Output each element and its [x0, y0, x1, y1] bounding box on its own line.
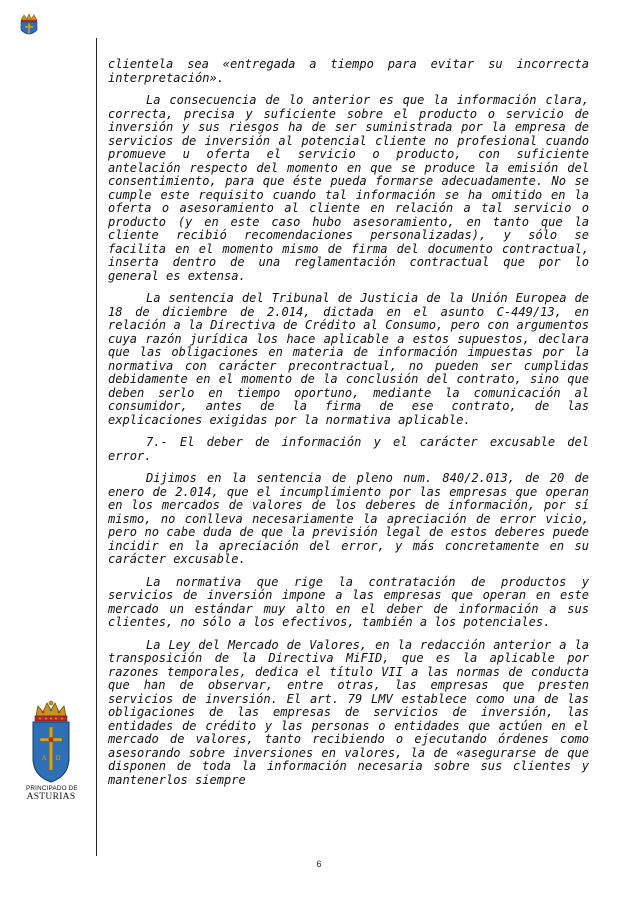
asturias-shield-icon: [28, 700, 74, 784]
paragraph: clientela sea «entregada a tiempo para evitar su incorrecta interpretación».: [108, 57, 589, 85]
section-heading: 7.- El deber de información y el carácter excusable del error.: [108, 435, 589, 463]
paragraph: La sentencia del Tribunal de Justicia de la Unión Europea de 18 de diciembre de 2.014, dictada en el asunto C-449/13, en relación a la Directiva de Crédito al Consumo, pero con argumentos cuya razón jurídica los hace aplicable a estos supuestos, declara que las obligaciones en materia de información impuestas por la normativa con carácter precontractual, no pueden ser cumplidas debidamente en el momento de la conclusión del contrato, sino que deben serlo en tiempo oportuno, mediante la comunicación al consumidor, antes de la firma de ese contrato, de las explicaciones exigidas por la normativa aplicable.: [108, 291, 589, 427]
crest-icon: [18, 12, 40, 38]
paragraph: La normativa que rige la contratación de productos y servicios de inversión impone a las empresas que operan en este mercado un estándar muy alto en el deber de información a sus clientes, no sólo a los efectivos, también a los potenciales.: [108, 574, 589, 629]
svg-text:Ω: Ω: [55, 755, 61, 762]
margin-rule: [96, 38, 97, 856]
logo-text-line2: ASTURIAS: [26, 792, 76, 802]
paragraph: La consecuencia de lo anterior es que la información clara, correcta, precisa y suficiente sobre el producto o servicio de inversión y sus riesgos ha de ser suministrada por la empresa de servicios de inversión al potencial cliente no profesional cuando promueve u oferta el servicio o producto, con suficiente antelación respecto del momento en que se produce la emisión del consentimiento, para que éste pueda formarse adecuadamente. No se cumple este requisito cuando tal información se ha omitido en la oferta o asesoramiento al cliente en relación a tal servicio o producto (y en este caso hubo asesoramiento, en tanto que la cliente recibió recomendaciones personalizadas), y sólo se facilita en el momento mismo de firma del documento contractual, inserta dentro de una reglamentación contractual que por lo general es extensa.: [108, 93, 589, 283]
document-body: [108, 58, 589, 796]
paragraph: La Ley del Mercado de Valores, en la redacción anterior a la transposición de la Directiva MiFID, que es la aplicable por razones temporales, dedica el título VII a las normas de conducta que han de observar, entre otras, las empresas que presten servicios de inversión. El art. 79 LMV establece como una de las obligaciones de las empresas de servicios de inversión, las entidades de crédito y las personas o entidades que actúen en el mercado de valores, tanto recibiendo o ejecutando órdenes como asesorando sobre inversiones en valores, la de «asegurarse de que disponen de toda la información necesaria sobre sus clientes y mantenerlos siempre: [108, 637, 589, 787]
svg-text:A: A: [42, 755, 47, 762]
principado-logo: [26, 700, 76, 810]
paragraph: Dijimos en la sentencia de pleno num. 840/2.013, de 20 de enero de 2.014, que el incumplimiento por las empresas que operan en los mercados de valores de los deberes de información, por sí mismo, no conlleva necesariamente la apreciación de error vicio, pero no cabe duda de que la previsión legal de estos deberes puede incidir en la apreciación del error, y más concretamente en su carácter excusable.: [108, 471, 589, 566]
logo-text-line1: PRINCIPADO DE: [26, 785, 78, 792]
page-number: 6: [316, 859, 322, 869]
